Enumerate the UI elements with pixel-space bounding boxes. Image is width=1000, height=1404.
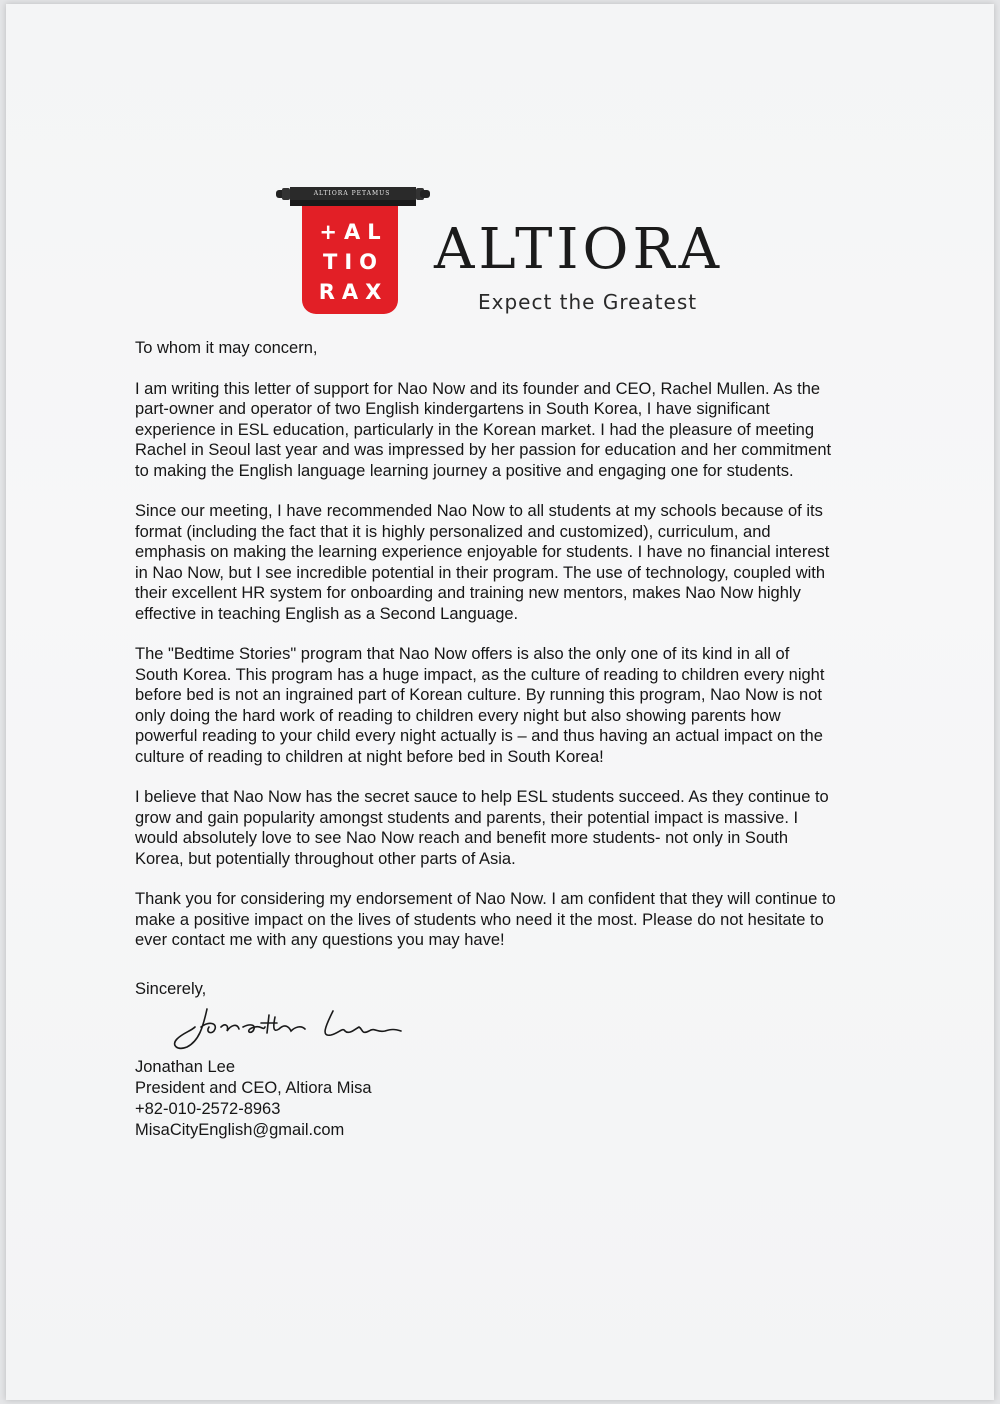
signer-email: MisaCityEnglish@gmail.com [135,1121,345,1139]
logo-shield [302,206,398,314]
handwritten-signature [165,997,425,1057]
signer-block [135,1057,895,1141]
signer-phone: +82-010-2572-8963 [135,1100,281,1118]
salutation: To whom it may concern, [135,339,318,357]
brand-name: ALTIORA [434,217,724,282]
paragraph-3: The "Bedtime Stories" program that Nao Now offers is also the only one of its kind in all of South Korea. This program has a huge impact, as the culture of reading to children every night before bed is not an ingrained part of Korean culture. By running this program, Nao Now is not only doing the hard work of reading to children every night but also showing parents how powerful reading to your child every night actually is – and thus having an actual impact on the culture of reading to children at night before bed in South Korea! [135,645,825,766]
shield-row-3: RAX [318,280,389,304]
paragraph-2: Since our meeting, I have recommended Nao Now to all students at my schools because of its format (including the fact that it is highly personalized and customized), curriculum, and emphasis on making the learning experience enjoyable for students. I have no financial interest in Nao Now, but I see incredible potential in their program. The use of technology, coupled with their excellent HR system for onboarding and training new mentors, makes Nao Now highly effective in teaching English as a Second Language. [135,502,830,623]
brand-tagline: Expect the Greatest [478,290,698,314]
signer-title: President and CEO, Altiora Misa [135,1079,372,1097]
paragraph-1: I am writing this letter of support for Nao Now and its founder and CEO, Rachel Mullen. As the part-owner and operator of two English kindergartens in South Korea, I have significant experience in ESL education, particularly in the Korean market. I had the pleasure of meeting Rachel in Seoul last year and was impressed by her passion for education and her commitment to making the English language learning journey a positive and engaging one for students. [135,379,832,480]
signature-area [135,1001,895,1057]
letter-body [135,338,895,1141]
shield-row-2: TIO [323,250,384,274]
altiora-logo [268,184,768,324]
shield-row-1: +AL [319,220,388,244]
logo-motto: ALTIORA PETAMUS [313,190,391,197]
paragraph-5: Thank you for considering my endorsement of Nao Now. I am confident that they will continue to make a positive impact on the lives of students who need it the most. Please do not hesitate to ever contact me with any questions you may have! [135,890,836,949]
letter-page [6,4,994,1400]
closing: Sincerely, [135,979,207,998]
signer-name: Jonathan Lee [135,1058,236,1076]
paragraph-4: I believe that Nao Now has the secret sauce to help ESL students succeed. As they continue to grow and gain popularity amongst students and parents, their potential impact is massive. I would absolutely love to see Nao Now reach and benefit more students- not only in South Korea, but potentially throughout other parts of Asia. [135,788,829,868]
